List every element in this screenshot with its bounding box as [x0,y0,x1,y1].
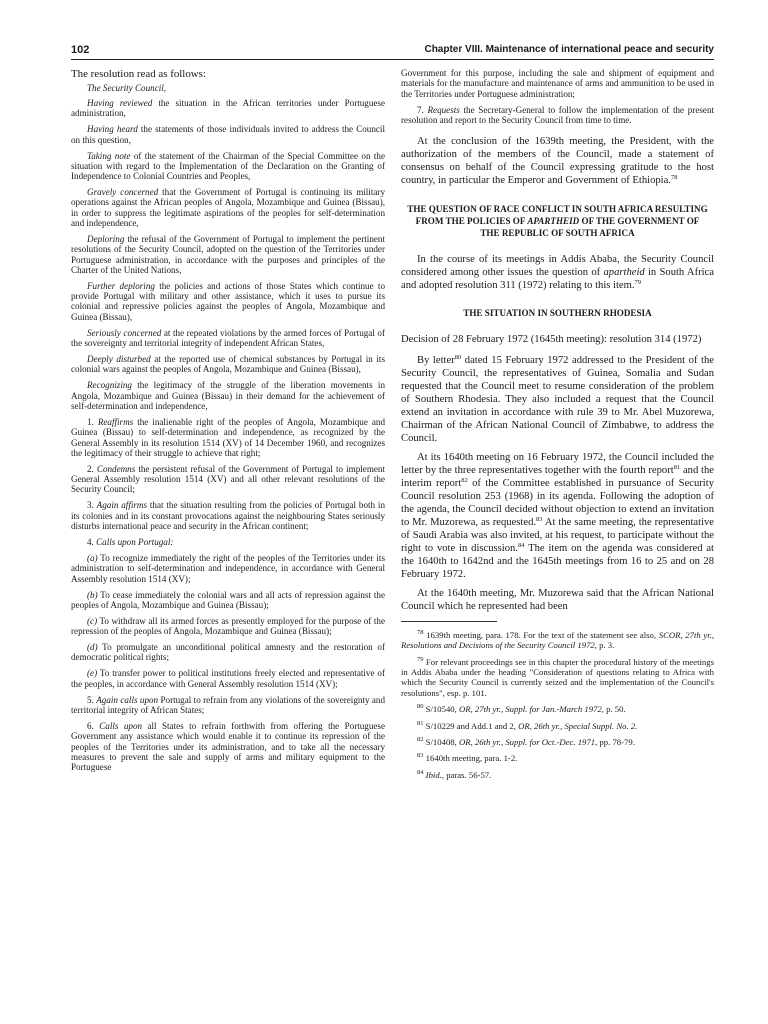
preamble-paragraph: Further deploring the policies and actions of those States which continue to provide Portugal with military and other assistance, which it uses to pursue its colonial and repressive policies against the peoples of Angola, Mozambique and Guinea (Bissau), [71,280,385,322]
footnote: $^{84}$ Ibid., paras. 56-57. [417,768,492,780]
sub-paragraph: (b) To cease immediately the colonial wars and all acts of repression against the peoples of Angola, Mozambique and Guinea (Bissau); [71,589,385,610]
resolution-intro: The resolution read as follows: [71,68,206,80]
operative-paragraph: 2. Condemns the persistent refusal of the Government of Portugal to implement General Assembly resolution 1514 (XV) and all other relevant resolutions of the Security Council; [71,463,385,495]
preamble-paragraph: Having heard the statements of those individuals invited to address the Council on this question, [71,124,385,145]
preamble-paragraph: Having reviewed the situation in the African territories under Portuguese administration, [71,98,386,119]
footnote-ref: 82 [461,476,468,484]
preamble-paragraph: Deeply disturbed at the reported use of chemical substances by Portugal in its colonial wars against the peoples of Angola, Mozambique and Guinea (Bissau), [71,354,385,375]
body-paragraph: By letter$^{80}$ dated 15 February 1972 addressed to the President of the Security Council, the representatives of Guinea, Somalia and Sudan requested that the Council meet to resume consideration of the problem of Southern Rhodesia. They also included a request that the Council extend an invitation in accordance with rule 39 to Mr. Abel Muzorewa, Chairman of the African National Council of Zimbabwe, to address the Council. [401,353,714,445]
preamble-paragraph: Seriously concerned at the repeated violations by the armed forces of Portugal of the sovereignty and territorial integrity of independent African States, [71,327,385,349]
footnote: $^{79}$ For relevant proceedings see in this chapter the procedural history of the meetings in Addis Ababa under the heading "Consideration of questions relating to Africa with which the Security Council is currently seized and the implementation of the Council's resolutions", esp. p. 101. [401,655,714,698]
preamble-paragraph: Deploring the refusal of the Government of Portugal to implement the pertinent resolutions of the Security Council, adopted on the question of the Territories under Portuguese administration, in accordance with the purposes and principles of the Charter of the United Nations, [71,234,385,275]
operative-paragraph: 3. Again affirms that the situation resulting from the policies of Portugal both in its colonies and in its constant provocations against the neighbouring States seriously disturbs international peace and security in the African continent; [71,500,385,531]
sub-paragraph: (e) To transfer power to political institutions freely elected and representative of the peoples, in accordance with General Assembly resolution 1514 (XV); [71,668,385,689]
sub-paragraph: (a) To recognize immediately the right of the peoples of the Territories under its administration to self-determination and independence, in accordance with General Assembly resolution 1514 (XV); [71,552,385,584]
body-paragraph: At the 1640th meeting, Mr. Muzorewa said that the African National Council which he represented had been [401,587,714,612]
footnote: $^{78}$ 1639th meeting, para. 178. For the text of the statement see also, SCOR, 27th yr., Resolutions and Decisions of the Security Council 1972, p. 3. [401,628,714,651]
footnote: $^{80}$ S/10540, OR, 27th yr., Suppl. for Jan.-March 1972, p. 50. [417,703,626,715]
footnote-ref: 84 [517,542,525,550]
footnote-divider [401,621,497,622]
footnote: $^{83}$ 1640th meeting, para. 1-2. [417,752,518,764]
chapter-title: Chapter VIII. Maintenance of international peace and security [424,44,714,55]
right-column [401,68,714,786]
left-column [71,68,385,772]
operative-paragraph: 4. Calls upon Portugal: [87,536,174,547]
footnote-ref: 80 [454,353,462,361]
sub-paragraph: (c) To withdraw all its armed forces as presently employed for the purpose of the repression of the peoples of Angola, Mozambique and Guinea (Bissau); [71,615,385,637]
operative-paragraph: 6. Calls upon all States to refrain forthwith from offering the Portuguese Government any assistance which would enable it to continue its repression of the peoples of the Territories under its administration, and to take all the necessary measures to prevent the sale and supply of arms and military equipment to the Portuguese [71,720,386,773]
body-paragraph: In the course of its meetings in Addis Ababa, the Security Council considered among other issues the question of apartheid in South Africa and adopted resolution 311 (1972) relating to this item.$^{79}$ [401,253,714,291]
footnote-ref: 79 [634,278,642,286]
preamble-paragraph: Taking note of the statement of the Chairman of the Special Committee on the situation with regard to the Implementation of the Declaration on the Granting of Independence to Colonial Countries and Peoples, [71,150,385,182]
footnotes [401,630,714,780]
section-heading: THE QUESTION OF RACE CONFLICT IN SOUTH AFRICA RESULTING FROM THE POLICIES OF APARTHEID OF THE GOVERNMENT OF THE REPUBLIC OF SOUTH AFRICA [407,203,708,238]
operative-paragraph: 1. Reaffirms the inalienable right of the peoples of Angola, Mozambique and Guinea (Bissau) to self-determination and independence, as recognized by the General Assembly in its resolution 1514 (XV) of 14 December 1960, and recognizes the legitimacy of their struggle to achieve that right; [71,416,386,458]
page-number: 102 [71,44,90,56]
operative-paragraph: 7. Requests the Secretary-General to follow the implementation of the present resolution and report to the Security Council from time to time. [401,104,715,125]
body-paragraph: At the conclusion of the 1639th meeting, the President, with the authorization of the members of the Council, made a statement of consensus on behalf of the Council expressing gratitude to the host country, in particular the Emperor and Government of Ethiopia.$^{78}$ [401,136,714,187]
security-council-line: The Security Council, [87,83,167,93]
preamble-paragraph: Recognizing the legitimacy of the struggle of the liberation movements in Angola, Mozambique and Guinea (Bissau) in their demand for the achievement of self-determination and independence, [71,380,385,411]
sub-paragraph: (d) To promulgate an unconditional political amnesty and the restoration of democratic political rights; [71,642,385,663]
body-paragraph: At its 1640th meeting on 16 February 1972, the Council included the letter by the three representatives together with the fourth report$^{81}$ and the interim report$^{82}$ of the Committee established in pursuance of Security Council resolution 253 (1968) in its agenda. Following the adoption of the agenda, the Council decided without objection to extend an invitation to Mr. Muzorewa, as requested.$^{83}$ At the same meeting, the representative of Saudi Arabia was also invited, at his request, to participate without the right to vote in discussion.$^{84}$ The item on the agenda was considered at the 1640th to 1642nd and the 1645th meetings from 16 to 25 and on 28 February 1972. [401,451,715,581]
running-header [71,43,714,60]
decision-heading: Decision of 28 February 1972 (1645th meeting): resolution 314 (1972) [401,333,702,345]
footnote-ref: 83 [536,516,543,524]
footnote: $^{81}$ S/10229 and Add.1 and 2, OR, 26th yr., Special Suppl. No. 2. [417,719,638,731]
operative-paragraph-continued: Government for this purpose, including the sale and shipment of equipment and materials for the manufacture and maintenance of arms and ammunition to be used in the Territories under Portuguese administration; [401,68,714,99]
preamble-paragraph: Gravely concerned that the Government of Portugal is continuing its military operations against the African peoples of Angola, Mozambique and Guinea (Bissau), in order to suppress the legitimate aspirations of the peoples for self-determination and independence, [71,187,385,229]
footnote-ref: 81 [673,463,681,471]
section-heading: THE SITUATION IN SOUTHERN RHODESIA [463,307,652,318]
footnote-ref: 78 [670,174,678,182]
operative-paragraph: 5. Again calls upon Portugal to refrain from any violations of the sovereignty and territorial integrity of African States; [71,694,386,715]
footnote: $^{82}$ S/10408, OR, 26th yr., Suppl. for Oct.-Dec. 1971, pp. 78-79. [417,735,635,747]
